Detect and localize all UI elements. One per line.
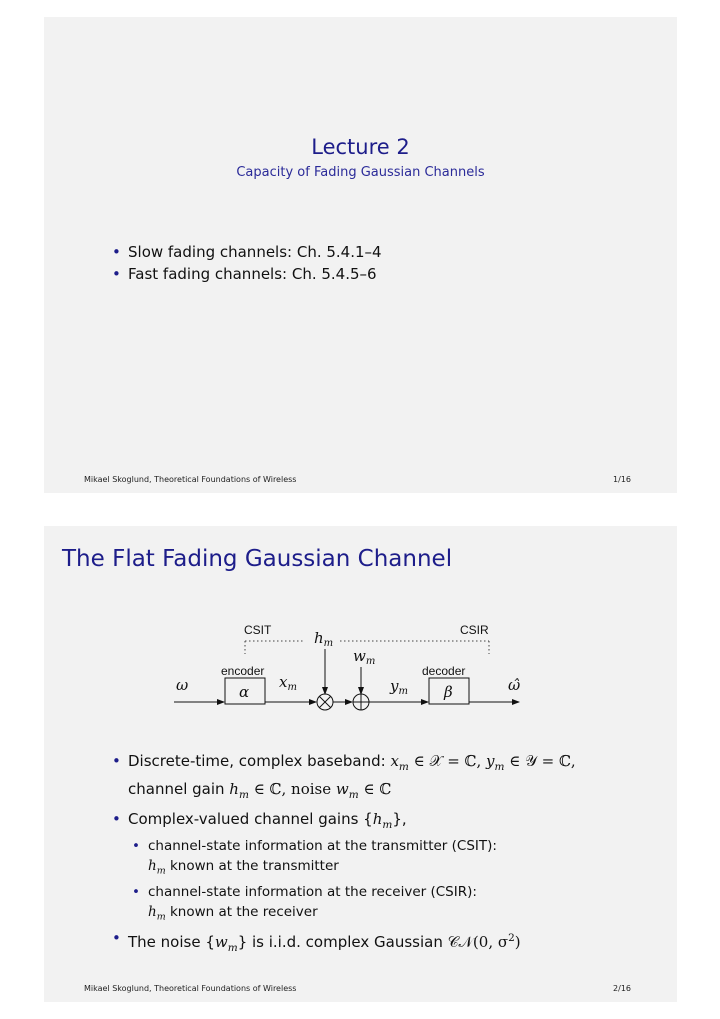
channel-diagram (164, 616, 564, 726)
frame-title: The Flat Fading Gaussian Channel (62, 546, 453, 572)
lecture-title: Lecture 2 (311, 135, 410, 159)
list-item: • Slow fading channels: Ch. 5.4.1–4 (108, 241, 382, 263)
encoder-label: encoder (221, 664, 265, 678)
footer-author: Mikael Skoglund, Theoretical Foundations of Wireless (84, 475, 297, 484)
h-label: $h_m$ (314, 629, 334, 649)
list-item: • Fast fading channels: Ch. 5.4.5–6 (108, 263, 382, 285)
lecture-subtitle: Capacity of Fading Gaussian Channels (236, 165, 485, 180)
footer-author: Mikael Skoglund, Theoretical Foundations of Wireless (84, 984, 297, 993)
x-label: $x_m$ (279, 673, 297, 693)
y-label: $y_m$ (390, 677, 408, 697)
footer (84, 475, 637, 484)
slide-1 (44, 17, 677, 493)
list-item: • Complex-valued channel gains $\{h_m\}$, • channel-state information at the transmitter (CSIT): $h_m$ known at the transmitter • channel-state information at the receiver (CSIR): $h_m$ known at the receiver (108, 808, 648, 927)
csir-label: CSIR (460, 623, 489, 637)
w-label: $w_m$ (353, 647, 376, 667)
sublist-item: • channel-state information at the receiver (CSIR): $h_m$ known at the receiver (128, 882, 648, 928)
csi-sublist (128, 836, 648, 927)
outline-list (108, 241, 382, 285)
footer (84, 984, 637, 993)
beta-symbol: β (444, 683, 453, 701)
omega-hat-label: ω̂ (508, 676, 521, 694)
alpha-symbol: α (239, 683, 250, 701)
adder-node (353, 694, 369, 710)
csit-label: CSIT (244, 623, 272, 637)
page-number: 2/16 (613, 984, 631, 993)
omega-label: ω (176, 676, 189, 694)
list-item: • Discrete-time, complex baseband: $x_m$ ∈ 𝒳 = ℂ, $y_m$ ∈ 𝒴 = ℂ, channel gain $h_m$ ∈ ℂ, noise $w_m$ ∈ ℂ (108, 750, 648, 806)
sublist-item: • channel-state information at the transmitter (CSIT): $h_m$ known at the transmitter (128, 836, 648, 882)
decoder-label: decoder (422, 664, 466, 678)
page-number: 1/16 (613, 475, 631, 484)
slide-2 (44, 526, 677, 1002)
list-item: • The noise $\{w_m\}$ is i.i.d. complex Gaussian 𝒞𝒩(0, $\sigma^2$) (108, 927, 648, 959)
multiplier-node (317, 694, 333, 710)
description-list (108, 750, 648, 959)
